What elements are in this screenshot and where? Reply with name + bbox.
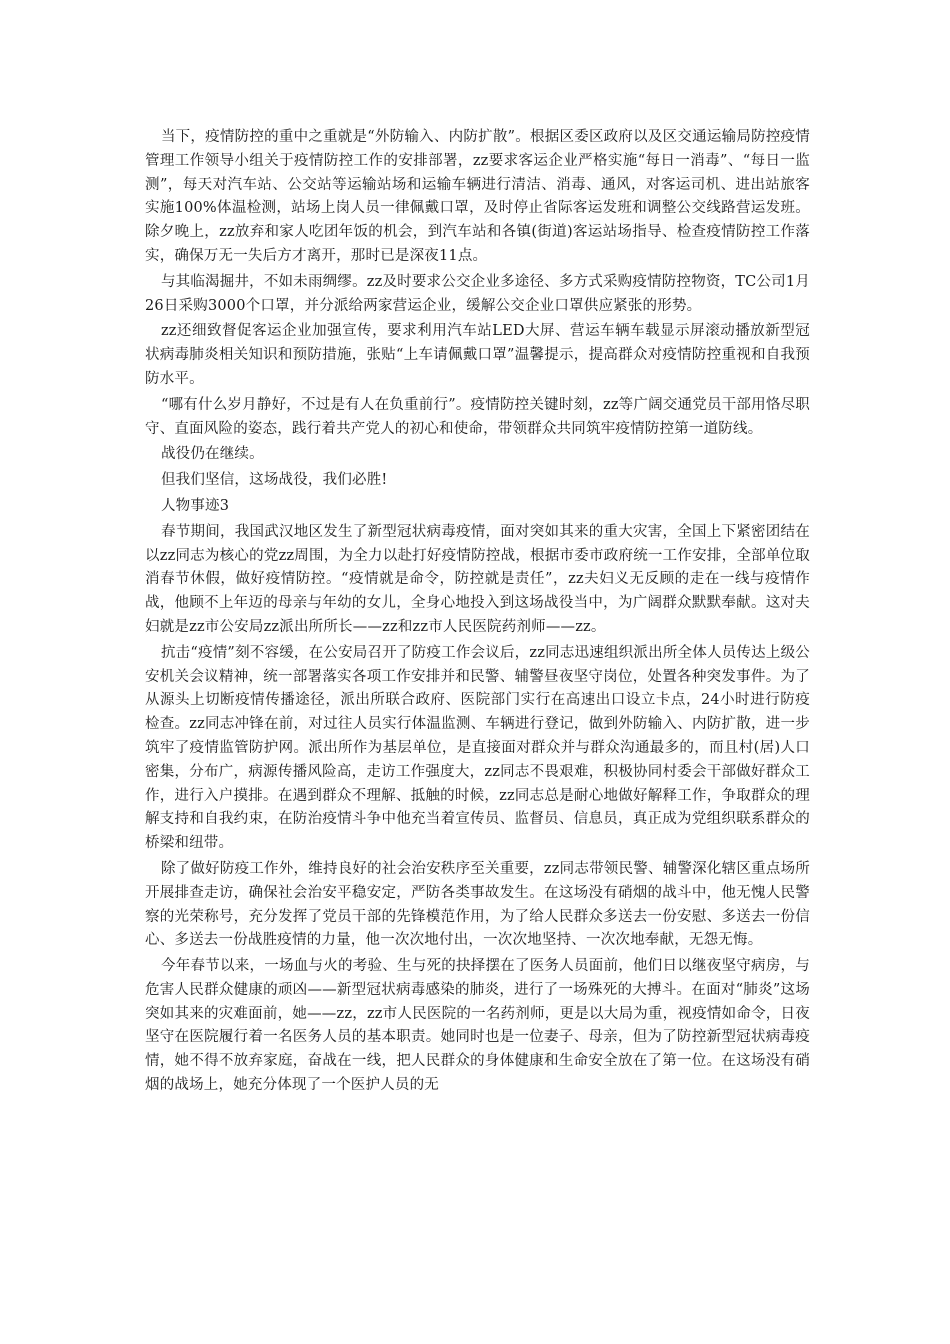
paragraph: 抗击“疫情”刻不容缓，在公安局召开了防疫工作会议后，zz同志迅速组织派出所全体人员传达上级公安机关会议精神，统一部署落实各项工作安排并和民警、辅警昼夜坚守岗位，处置各种突发事件。为了从源头上切断疫情传播途径，派出所联合政府、医院部门实行在高速出口设立卡点，24小时进行防疫检查。zz同志冲锋在前，对过往人员实行体温监测、车辆进行登记，做到外防输入、内防扩散，进一步筑牢了疫情监管防护网。派出所作为基层单位，是直接面对群众并与群众沟通最多的，而且村(居)人口密集，分布广，病源传播风险高，走访工作强度大，zz同志不畏艰难，积极协同村委会干部做好群众工作，进行入户摸排。在遇到群众不理解、抵触的时候，zz同志总是耐心地做好解释工作，争取群众的理解支持和自我约束，在防治疫情斗争中他充当着宣传员、监督员、信息员，真正成为党组织联系群众的桥梁和纽带。 [145,644,810,852]
section-heading: 人物事迹3 [160,497,230,514]
paragraph: 今年春节以来，一场血与火的考验、生与死的抉择摆在了医务人员面前，他们日以继夜坚守病房，与危害人民群众健康的顽凶——新型冠状病毒感染的肺炎，进行了一场殊死的大搏斗。在面对“肺炎”这场突如其来的灾难面前，她——zz，zz市人民医院的一名药剂师，更是以大局为重，视疫情如命令，日夜坚守在医院履行着一名医务人员的基本职责。她同时也是一位妻子、母亲，但为了防控新型冠状病毒疫情，她不得不放弃家庭，奋战在一线，把人民群众的身体健康和生命安全放在了第一位。在这场没有硝烟的战场上，她充分体现了一个医护人员的无 [145,958,810,1094]
paragraph: 当下，疫情防控的重中之重就是“外防输入、内防扩散”。根据区委区政府以及区交通运输局防控疫情管理工作领导小组关于疫情防控工作的安排部署，zz要求客运企业严格实施“每日一消毒”、“每日一监测”，每天对汽车站、公交站等运输站场和运输车辆进行清洁、消毒、通风，对客运司机、进出站旅客实施100%体温检测，站场上岗人员一律佩戴口罩，及时停止省际客运发班和调整公交线路营运发班。除夕晚上，zz放弃和家人吃团年饭的机会，到汽车站和各镇(街道)客运站场指导、检查疫情防控工作落实，确保万无一失后方才离开，那时已是深夜11点。 [145,129,810,264]
document-body [145,126,810,1098]
paragraph: 除了做好防疫工作外，维持良好的社会治安秩序至关重要，zz同志带领民警、辅警深化辖区重点场所开展排查走访，确保社会治安平稳安定，严防各类事故发生。在这场没有硝烟的战斗中，他无愧人民警察的光荣称号，充分发挥了党员干部的先锋模范作用，为了给人民群众多送去一份安慰、多送去一份信心、多送去一份战胜疫情的力量，他一次次地付出，一次次地坚持、一次次地奉献，无怨无悔。 [145,860,810,949]
paragraph: “哪有什么岁月静好，不过是有人在负重前行”。疫情防控关键时刻，zz等广阔交通党员干部用恪尽职守、直面风险的姿态，践行着共产党人的初心和使命，带领群众共同筑牢疫情防控第一道防线。 [145,396,810,437]
paragraph: 春节期间，我国武汉地区发生了新型冠状病毒疫情，面对突如其来的重大灾害，全国上下紧密团结在以zz同志为核心的党zz周围，为全力以赴打好疫情防控战，根据市委市政府统一工作安排，全部单位取消春节休假，做好疫情防控。“疫情就是命令，防控就是责任”，zz夫妇义无反顾的走在一线与疫情作战，他顾不上年迈的母亲与年幼的女儿，全身心地投入到这场战役当中，为广阔群众默默奉献。这对夫妇就是zz市公安局zz派出所所长——zz和zz市人民医院药剂师——zz。 [145,523,810,635]
paragraph: zz还细致督促客运企业加强宣传，要求利用汽车站LED大屏、营运车辆车载显示屏滚动播放新型冠状病毒肺炎相关知识和预防措施，张贴“上车请佩戴口罩”温馨提示，提高群众对疫情防控重视和自我预防水平。 [145,323,810,387]
paragraph: 战役仍在继续。 [160,446,264,463]
paragraph: 但我们坚信，这场战役，我们必胜! [160,472,388,489]
paragraph: 与其临渴掘井，不如未雨绸缪。zz及时要求公交企业多途径、多方式采购疫情防控物资，TC公司1月26日采购3000个口罩，并分派给两家营运企业，缓解公交企业口罩供应紧张的形势。 [145,273,810,314]
